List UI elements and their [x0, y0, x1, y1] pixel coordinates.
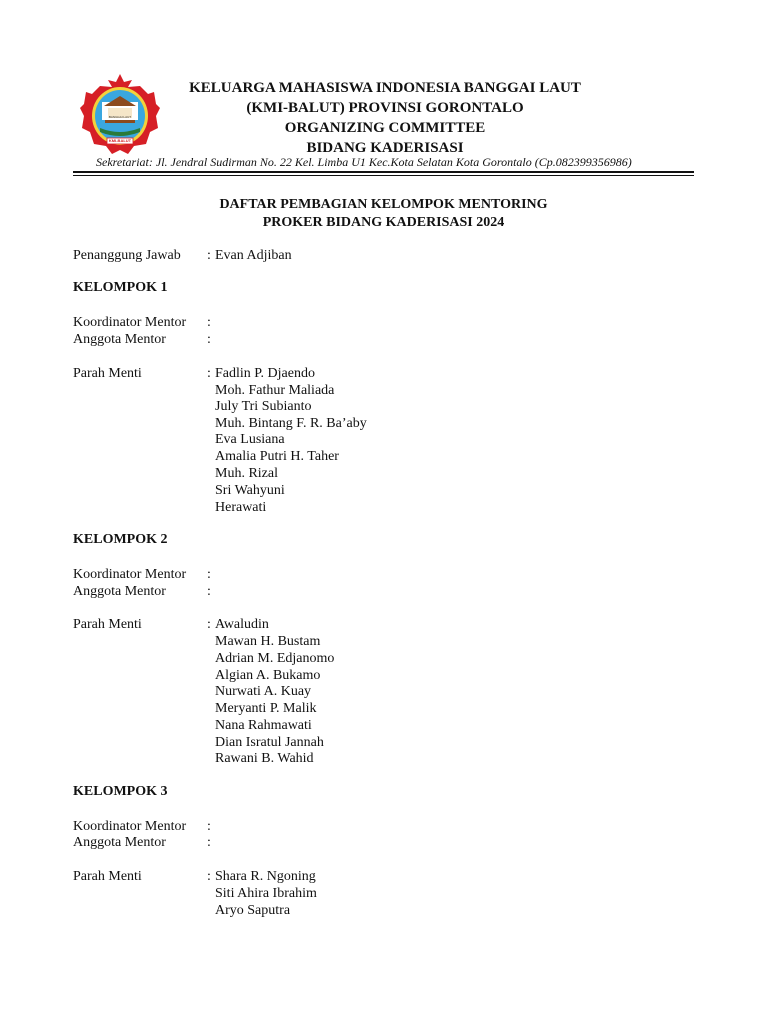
mentee-name: Shara R. Ngoning: [215, 869, 316, 884]
group-3-coordinator-label: Koordinator Mentor: [73, 819, 187, 834]
mentee-name: Fadlin P. Djaendo: [215, 366, 315, 381]
mentee-name: Moh. Fathur Maliada: [215, 382, 335, 398]
header-divider-thin: [73, 175, 694, 176]
mentee-name: Muh. Bintang F. R. Ba’aby: [215, 415, 367, 431]
secretariat-address: Sekretariat: Jl. Jendral Sudirman No. 22 Kel. Limba U1 Kec.Kota Selatan Kota Gorontalo (Cp.082399356986): [96, 155, 632, 169]
mentee-name: Rawani B. Wahid: [215, 751, 314, 766]
group-1-coordinator-colon: :: [207, 315, 211, 330]
mentee-name: Algian A. Bukamo: [215, 667, 321, 683]
mentee-name: Adrian M. Edjanomo: [215, 651, 335, 666]
mentee-name: Meryanti P. Malik: [215, 701, 317, 716]
mentee-name: Herawati: [215, 500, 267, 515]
logo-ribbon-text: KMI-BALUT: [108, 138, 132, 143]
group-3-title: KELOMPOK 3: [73, 784, 168, 799]
mentee-name: Aryo Saputra: [215, 903, 291, 918]
responsible-label: Penanggung Jawab: [73, 248, 181, 263]
group-1-mentee-label: Parah Menti: [73, 366, 142, 381]
document-title: DAFTAR PEMBAGIAN KELOMPOK MENTORING: [219, 197, 548, 212]
mentee-name: July Tri Subianto: [215, 399, 312, 414]
group-1-title: KELOMPOK 1: [73, 280, 168, 295]
mentee-name: Mawan H. Bustam: [215, 634, 321, 649]
mentee-name: Nana Rahmawati: [215, 718, 312, 733]
organization-logo: [78, 72, 162, 156]
responsible-colon: :: [207, 248, 211, 263]
mentee-name: Awaludin: [215, 617, 269, 632]
mentee-name: Dian Isratul Jannah: [215, 735, 324, 750]
org-province: (KMI-BALUT) PROVINSI GORONTALO: [246, 100, 524, 116]
group-1-mentee-colon: :: [207, 366, 211, 381]
group-3-coordinator-colon: :: [207, 819, 211, 834]
group-1-member-colon: :: [207, 332, 211, 347]
responsible-value: Evan Adjiban: [215, 248, 292, 263]
org-division: BIDANG KADERISASI: [306, 140, 464, 156]
group-3-member-colon: :: [207, 835, 211, 850]
mentee-name: Nurwati A. Kuay: [215, 684, 312, 699]
group-3-mentee-label: Parah Menti: [73, 869, 142, 884]
group-3-member-label: Anggota Mentor: [73, 835, 166, 850]
group-3-mentee-colon: :: [207, 869, 211, 884]
group-1-member-label: Anggota Mentor: [73, 332, 166, 347]
mentee-name: Sri Wahyuni: [215, 483, 285, 498]
letterhead: [170, 78, 600, 158]
document-subtitle: PROKER BIDANG KADERISASI 2024: [262, 215, 505, 230]
mentee-name: Muh. Rizal: [215, 466, 278, 481]
group-2-mentee-label: Parah Menti: [73, 617, 142, 632]
mentee-name: Amalia Putri H. Taher: [215, 449, 339, 464]
logo-banner-text: BANGGAI LAUT: [108, 115, 132, 119]
org-committee: ORGANIZING COMMITTEE: [284, 120, 486, 136]
mentee-name: Eva Lusiana: [215, 432, 285, 447]
group-2-mentee-colon: :: [207, 617, 211, 632]
group-2-member-label: Anggota Mentor: [73, 584, 166, 599]
group-2-member-colon: :: [207, 584, 211, 599]
mentee-name: Siti Ahira Ibrahim: [215, 886, 317, 901]
group-2-title: KELOMPOK 2: [73, 532, 168, 547]
group-2-coordinator-label: Koordinator Mentor: [73, 567, 187, 582]
group-2-coordinator-colon: :: [207, 567, 211, 582]
group-1-coordinator-label: Koordinator Mentor: [73, 315, 187, 330]
org-name: KELUARGA MAHASISWA INDONESIA BANGGAI LAUT: [189, 80, 581, 96]
header-divider-thick: [73, 171, 694, 173]
